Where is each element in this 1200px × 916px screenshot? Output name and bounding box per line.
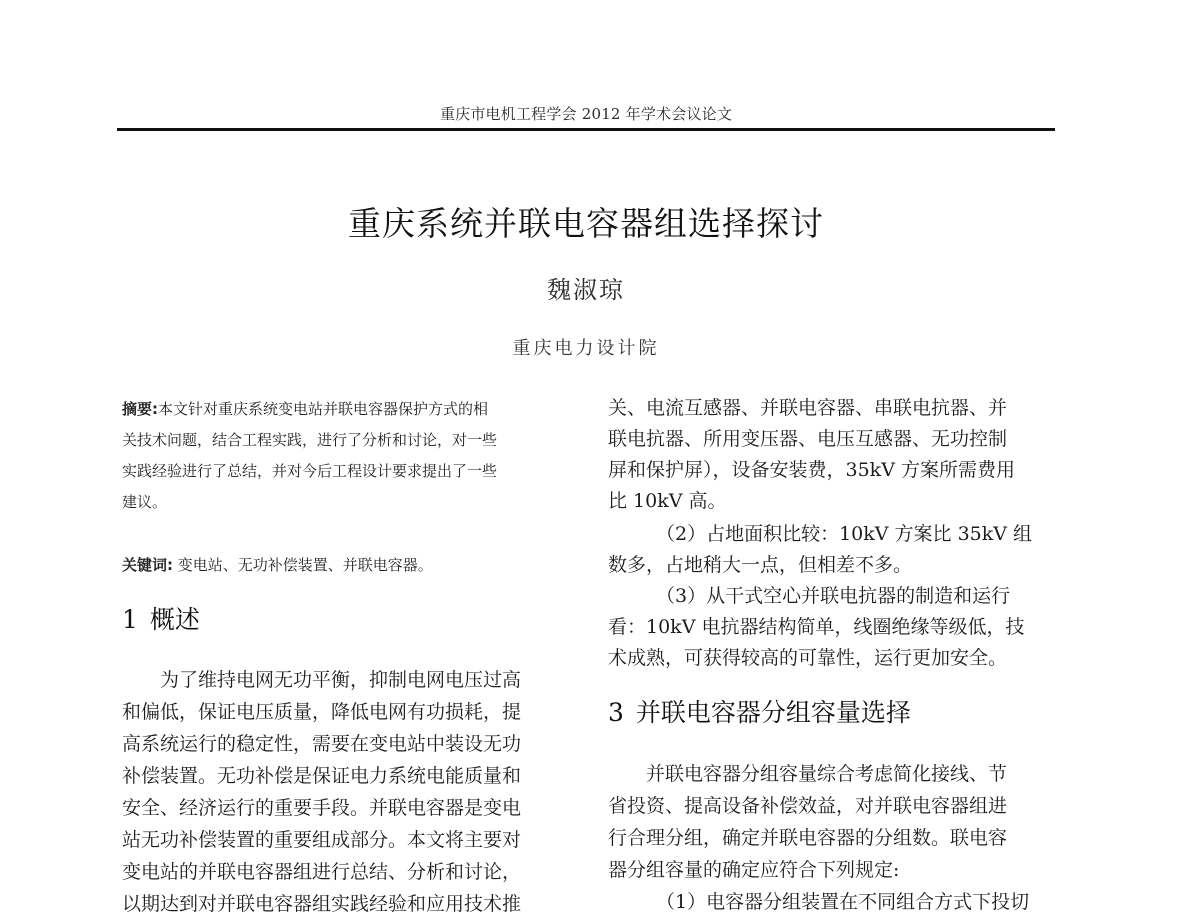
body-line: （3）从干式空心并联电抗器的制造和运行 bbox=[656, 585, 1011, 607]
body-line: 器分组容量的确定应符合下列规定: bbox=[608, 859, 900, 881]
body-line: 行合理分组，确定并联电容器的分组数。联电容 bbox=[608, 827, 1008, 849]
body-line: 屏和保护屏），设备安装费，35kV 方案所需费用 bbox=[608, 459, 1015, 481]
body-line: 联电抗器、所用变压器、电压互感器、无功控制 bbox=[608, 428, 1008, 450]
section-title: 概述 bbox=[149, 605, 200, 634]
header-rule bbox=[117, 128, 1055, 131]
section-title: 并联电容器分组容量选择 bbox=[635, 698, 911, 727]
abstract-line: 摘要:本文针对重庆系统变电站并联电容器保护方式的相 bbox=[122, 400, 489, 418]
body-line: 数多，占地稍大一点，但相差不多。 bbox=[608, 554, 913, 576]
abstract-label: 摘要: bbox=[122, 400, 158, 418]
body-line: 术成熟，可获得较高的可靠性，运行更加安全。 bbox=[608, 647, 1008, 669]
body-line: 安全、经济运行的重要手段。并联电容器是变电 bbox=[122, 797, 522, 819]
affiliation: 重庆电力设计院 bbox=[512, 338, 660, 359]
section-number: 3 bbox=[608, 698, 624, 727]
keywords-text: 变电站、无功补偿装置、并联电容器。 bbox=[177, 556, 433, 574]
body-line: 和偏低，保证电压质量，降低电网有功损耗，提 bbox=[122, 701, 522, 723]
body-line: 高系统运行的稳定性，需要在变电站中装设无功 bbox=[122, 733, 522, 755]
body-line: （1）电容器分组装置在不同组合方式下投切 bbox=[656, 891, 1030, 913]
keywords-label: 关键词: bbox=[122, 556, 173, 574]
abstract-line: 关技术问题，结合工程实践，进行了分析和讨论，对一些 bbox=[122, 431, 498, 449]
abstract-line: 实践经验进行了总结，并对今后工程设计要求提出了一些 bbox=[122, 462, 498, 480]
body-line: 看：10kV 电抗器结构简单，线圈绝缘等级低，技 bbox=[608, 616, 1025, 638]
body-line: 比 10kV 高。 bbox=[608, 490, 727, 512]
abstract-line: 建议。 bbox=[122, 493, 168, 511]
body-line: 关、电流互感器、并联电容器、串联电抗器、并 bbox=[608, 397, 1008, 419]
body-line: （2）占地面积比较：10kV 方案比 35kV 组 bbox=[656, 523, 1033, 545]
body-line: 补偿装置。无功补偿是保证电力系统电能质量和 bbox=[122, 765, 522, 787]
body-line: 站无功补偿装置的重要组成部分。本文将主要对 bbox=[122, 829, 522, 851]
section-1-heading bbox=[122, 605, 200, 635]
body-line: 以期达到对并联电容器组实践经验和应用技术推 bbox=[122, 893, 522, 915]
body-line: 省投资、提高设备补偿效益，对并联电容器组进 bbox=[608, 795, 1008, 817]
section-number: 1 bbox=[122, 605, 138, 634]
section-3-heading bbox=[608, 698, 911, 728]
author-name: 魏淑琼 bbox=[547, 276, 625, 304]
body-line: 并联电容器分组容量综合考虑简化接线、节 bbox=[646, 763, 1008, 785]
paper-title: 重庆系统并联电容器组选择探讨 bbox=[348, 204, 824, 243]
running-header: 重庆市电机工程学会 2012 年学术会议论文 bbox=[439, 105, 733, 123]
body-line: 为了维持电网无功平衡，抑制电网电压过高 bbox=[160, 669, 522, 691]
keywords bbox=[122, 555, 433, 575]
body-line: 变电站的并联电容器组进行总结、分析和讨论， bbox=[122, 861, 522, 883]
